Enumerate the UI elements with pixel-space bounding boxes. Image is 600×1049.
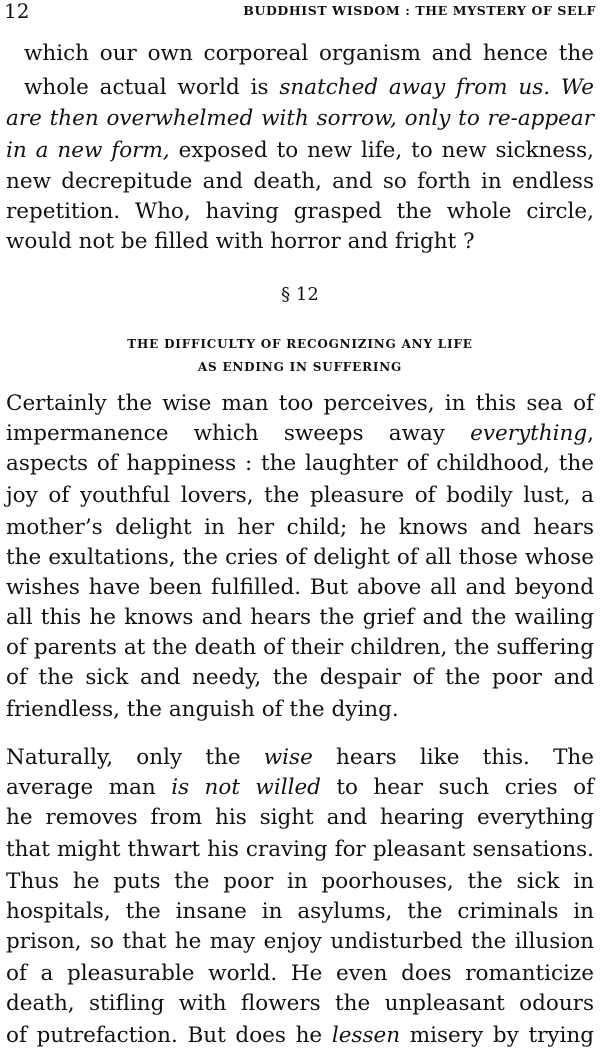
text-span: exposed to new life, to new sickness,	[169, 138, 595, 163]
text-line	[0, 665, 600, 691]
text-span: wishes have been fulfilled. But above all and beyond	[6, 575, 594, 600]
section-heading-line-1: THE DIFFICULTY OF RECOGNIZING ANY LIFE	[127, 337, 473, 351]
text-span: to hear such cries of	[336, 775, 594, 800]
text-line	[0, 805, 600, 831]
text-span: of the sick and needy, the despair of the poor and	[6, 665, 594, 690]
italic-text: snatched away from us. We	[279, 75, 594, 100]
text-span: would not be filled with horror and fright ?	[6, 229, 475, 254]
text-span: aspects of happiness : the laughter of childhood, the	[6, 451, 594, 476]
text-line	[0, 199, 600, 225]
text-line	[0, 837, 600, 863]
text-line	[0, 869, 600, 895]
text-span: Thus he puts the poor in poorhouses, the sick in	[6, 869, 594, 894]
text-line	[0, 575, 600, 601]
text-line	[0, 545, 600, 571]
text-line	[0, 106, 600, 132]
text-span: new decrepitude and death, and so forth in endless	[6, 169, 594, 194]
text-span: repetition. Who, having grasped the whole circle,	[6, 199, 594, 224]
text-span: friendless, the anguish of the dying.	[6, 697, 399, 722]
text-span: hears like this. The	[312, 745, 594, 770]
text-span: mother’s delight in her child; he knows and hears	[6, 515, 594, 540]
text-span: of parents at the death of their children, the suffering	[6, 635, 594, 660]
text-line	[0, 991, 600, 1017]
text-span: which our own corporeal organism and hence the	[24, 41, 594, 66]
page-number: 12	[4, 0, 30, 23]
text-line	[0, 745, 600, 771]
text-line	[0, 138, 600, 164]
text-span: of a pleasurable world. He even does romanticize	[6, 961, 594, 986]
text-span: misery by trying	[400, 1023, 594, 1048]
italic-text: in a new form,	[6, 138, 170, 163]
text-line	[0, 929, 600, 955]
section-heading-line-2: AS ENDING IN SUFFERING	[197, 360, 403, 374]
text-line	[0, 229, 600, 255]
text-line	[0, 451, 600, 477]
section-number: § 12	[281, 284, 319, 305]
italic-text: are then overwhelmed with sorrow, only to re-appear	[6, 106, 594, 131]
text-span: prison, so that he may enjoy undisturbed the illusion	[6, 929, 594, 954]
page-header	[0, 0, 600, 22]
text-span: impermanence which sweeps away	[6, 421, 471, 446]
text-span: Naturally, only the	[6, 745, 264, 770]
text-span: the exultations, the cries of delight of all those whose	[6, 545, 594, 570]
text-line	[0, 899, 600, 925]
text-line	[0, 1023, 600, 1049]
running-head: BUDDHIST WISDOM : THE MYSTERY OF SELF	[243, 3, 596, 18]
text-line	[0, 961, 600, 987]
text-span: he removes from his sight and hearing everything	[6, 805, 594, 830]
text-span: ,	[587, 421, 594, 446]
text-line	[0, 635, 600, 661]
text-span: death, stifling with flowers the unpleasant odours	[6, 991, 594, 1016]
text-span: that might thwart his craving for pleasant sensations.	[6, 837, 594, 862]
text-span: whole actual world is	[24, 75, 280, 100]
text-line	[0, 605, 600, 631]
italic-text: is not willed	[171, 775, 321, 800]
text-line	[0, 75, 600, 101]
text-line	[0, 391, 600, 417]
text-span: Certainly the wise man too perceives, in this sea of	[6, 391, 594, 416]
italic-text: lessen	[331, 1023, 401, 1048]
text-line	[0, 515, 600, 541]
text-span: hospitals, the insane in asylums, the criminals in	[6, 899, 594, 924]
text-line	[0, 169, 600, 195]
text-span: all this he knows and hears the grief and the wailing	[6, 605, 594, 630]
text-line	[0, 421, 600, 447]
italic-text: everything	[470, 421, 588, 446]
text-span: average man	[6, 775, 172, 800]
text-span: of putrefaction. But does he	[6, 1023, 332, 1048]
text-line	[0, 697, 600, 723]
text-line	[0, 775, 600, 801]
text-line	[0, 483, 600, 509]
italic-text: wise	[263, 745, 313, 770]
text-span: joy of youthful lovers, the pleasure of bodily lust, a	[6, 483, 594, 508]
text-line	[0, 41, 600, 67]
